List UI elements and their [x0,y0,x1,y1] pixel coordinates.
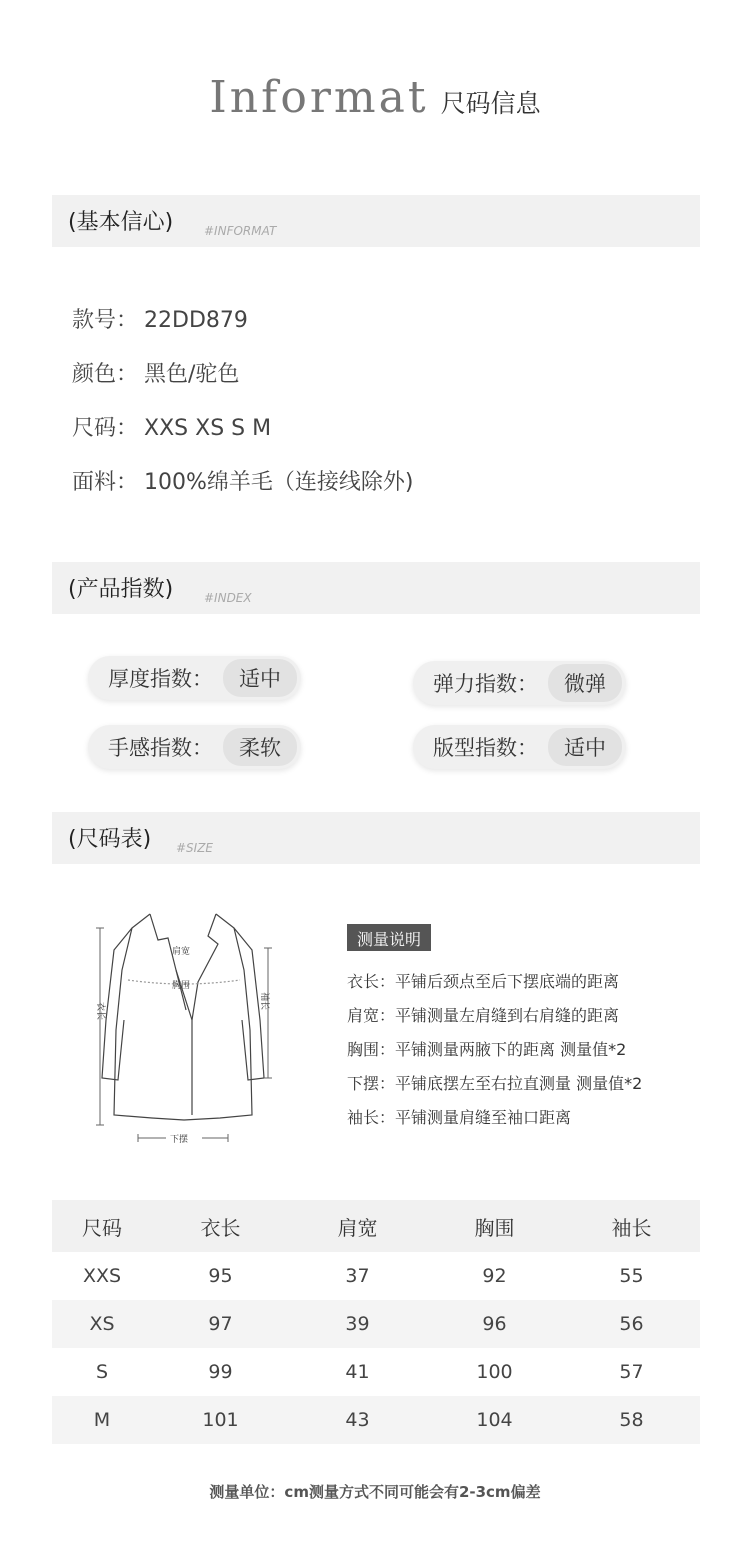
section-tag: #INDEX [204,591,252,605]
table-cell: 99 [152,1348,289,1396]
index-thickness [88,656,301,700]
table-cell: 57 [563,1348,700,1396]
page-title [0,72,750,123]
title-english: Informat [209,72,429,123]
diagram-label-shoulder: 肩宽 [172,947,191,957]
info-style-number [72,303,248,334]
measure-title: 测量说明 [347,924,431,951]
info-value: 100%绵羊毛（连接线除外) [144,470,414,495]
section-label: (产品指数) [68,577,174,602]
table-cell: XXS [52,1252,152,1300]
coat-outline [114,914,252,1120]
info-value: XXS XS S M [144,416,272,441]
table-row [52,1396,700,1444]
table-cell: S [52,1348,152,1396]
section-tag: #SIZE [176,841,214,855]
table-cell: 95 [152,1252,289,1300]
section-label: (基本信心) [68,210,174,235]
measure-line-length: 衣长：平铺后颈点至后下摆底端的距离 [347,972,620,991]
table-header-cell: 衣长 [152,1200,289,1252]
info-key: 颜色： [72,362,139,387]
table-cell: 97 [152,1300,289,1348]
section-basic-info [52,195,700,247]
info-key: 尺码： [72,416,139,441]
table-header-cell: 肩宽 [289,1200,426,1252]
diagram-label-sleeve: 袖长 [259,992,269,1011]
section-product-index [52,562,700,614]
section-label: (尺码表) [68,827,152,852]
info-sizes [72,411,271,442]
index-fit [413,725,626,769]
table-header-cell: 胸围 [426,1200,563,1252]
measurement-footnote: 测量单位：cm测量方式不同可能会有2-3cm偏差 [209,1483,541,1501]
diagram-label-hem: 下摆 [170,1135,189,1145]
section-size-chart [52,812,700,864]
coat-right-lapel [192,914,218,1020]
info-value: 22DD879 [144,308,248,333]
index-key: 版型指数： [433,736,538,760]
size-table [52,1200,700,1444]
info-key: 面料： [72,470,139,495]
info-color [72,357,239,388]
index-elasticity [413,661,626,705]
table-cell: 96 [426,1300,563,1348]
table-cell: 56 [563,1300,700,1348]
table-cell: 101 [152,1396,289,1444]
coat-left-lapel [150,914,186,1010]
measure-line-sleeve: 袖长：平铺测量肩缝至袖口距离 [347,1108,572,1127]
coat-left-sleeve [102,928,132,1080]
diagram-label-chest: 胸围 [172,981,191,991]
coat-diagram [92,910,277,1150]
table-cell: 58 [563,1396,700,1444]
table-cell: 39 [289,1300,426,1348]
table-header-cell: 袖长 [563,1200,700,1252]
table-row [52,1252,700,1300]
table-row [52,1348,700,1396]
table-cell: 92 [426,1252,563,1300]
info-value: 黑色/驼色 [144,362,240,387]
table-cell: 37 [289,1252,426,1300]
table-cell: XS [52,1300,152,1348]
info-key: 款号： [72,308,139,333]
index-value: 适中 [223,659,297,697]
table-header-cell: 尺码 [52,1200,152,1252]
index-value: 微弹 [548,664,622,702]
table-cell: M [52,1396,152,1444]
diagram-label-length: 衣长 [95,1002,105,1021]
table-cell: 104 [426,1396,563,1444]
index-key: 厚度指数： [108,667,213,691]
section-tag: #INFORMAT [204,224,277,238]
measure-line-chest: 胸围：平铺测量两腋下的距离 测量值*2 [347,1040,627,1059]
table-cell: 55 [563,1252,700,1300]
table-header-row [52,1200,700,1252]
info-fabric [72,465,414,496]
table-cell: 100 [426,1348,563,1396]
title-chinese: 尺码信息 [440,89,541,118]
index-value: 适中 [548,728,622,766]
index-key: 弹力指数： [433,672,538,696]
table-cell: 43 [289,1396,426,1444]
index-value: 柔软 [223,728,297,766]
index-key: 手感指数： [108,736,213,760]
table-row [52,1300,700,1348]
index-hand-feel [88,725,301,769]
measure-line-hem: 下摆：平铺底摆左至右拉直测量 测量值*2 [347,1074,643,1093]
table-cell: 41 [289,1348,426,1396]
measure-line-shoulder: 肩宽：平铺测量左肩缝到右肩缝的距离 [347,1006,620,1025]
